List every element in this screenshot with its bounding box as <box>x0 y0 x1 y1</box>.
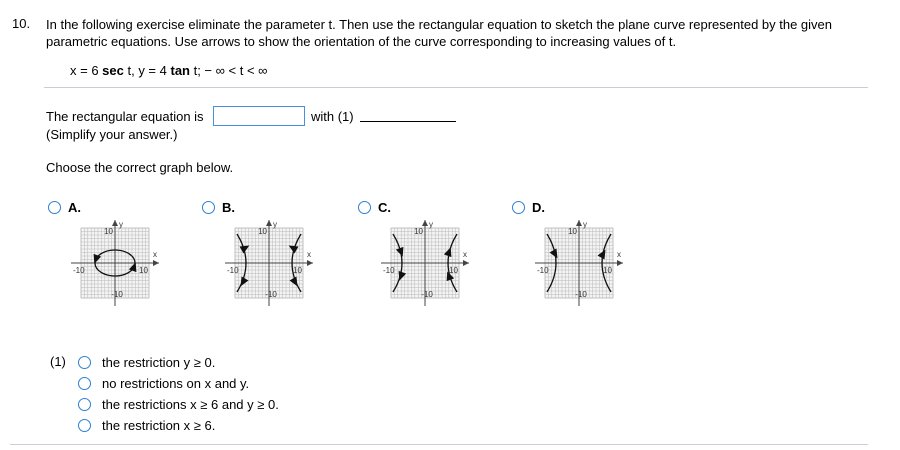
tick-label-bottom: -10 <box>575 290 587 299</box>
option-d-label: D. <box>532 200 545 215</box>
restriction-label: (1) <box>50 354 66 369</box>
y-axis-arrow <box>112 220 118 226</box>
tick-label-right: 10 <box>293 266 302 275</box>
tick-label-right: 10 <box>139 266 148 275</box>
tick-label-top: 10 <box>414 227 423 236</box>
y-axis-label: y <box>583 220 587 229</box>
question-number: 10. <box>12 16 31 31</box>
option-a-radio[interactable] <box>48 201 61 214</box>
x-axis-label: x <box>463 250 467 259</box>
tick-label-left: -10 <box>537 266 549 275</box>
restriction-choice-text: no restrictions on x and y. <box>102 376 250 391</box>
question-text: In the following exercise eliminate the parameter t. Then use the rectangular equation to sketch the plane curve represented by the given parametric equations. Use arrows to show the orientation of the curve corresponding to increasing values of t. <box>46 17 833 49</box>
restriction-radio-3[interactable] <box>78 398 91 411</box>
option-b-graph[interactable] <box>215 220 315 310</box>
tick-label-right: 10 <box>603 266 612 275</box>
restriction-radio-1[interactable] <box>78 356 91 369</box>
simplify-hint: (Simplify your answer.) <box>46 127 178 142</box>
tick-label-top: 10 <box>104 227 113 236</box>
x-axis-label: x <box>153 250 157 259</box>
x-axis-arrow <box>463 260 469 266</box>
tick-label-left: -10 <box>73 266 85 275</box>
x-axis-arrow <box>617 260 623 266</box>
y-axis-label: y <box>273 220 277 229</box>
option-d-radio[interactable] <box>512 201 525 214</box>
restriction-choice-text: the restriction x ≥ 6. <box>102 418 216 433</box>
tick-label-left: -10 <box>227 266 239 275</box>
x-axis-label: x <box>307 250 311 259</box>
x-axis-arrow <box>307 260 313 266</box>
option-a-graph[interactable] <box>61 220 161 310</box>
tick-label-top: 10 <box>258 227 267 236</box>
y-axis-label: y <box>119 220 123 229</box>
option-b-label: B. <box>222 200 235 215</box>
tick-label-right: 10 <box>449 266 458 275</box>
tick-label-bottom: -10 <box>265 290 277 299</box>
option-a-label: A. <box>68 200 81 215</box>
tick-label-bottom: -10 <box>111 290 123 299</box>
y-axis-arrow <box>422 220 428 226</box>
restriction-radio-2[interactable] <box>78 377 91 390</box>
restriction-radio-4[interactable] <box>78 419 91 432</box>
y-axis-arrow <box>576 220 582 226</box>
divider-bottom <box>10 444 868 445</box>
option-c-radio[interactable] <box>358 201 371 214</box>
parametric-equation: x = 6 sec t, y = 4 tan t; − ∞ < t < ∞ <box>70 63 268 78</box>
x-axis-arrow <box>153 260 159 266</box>
x-axis-label: x <box>617 250 621 259</box>
with-restriction-label: with (1) <box>311 109 354 124</box>
restriction-choice-text: the restrictions x ≥ 6 and y ≥ 0. <box>102 397 279 412</box>
restriction-blank[interactable] <box>360 121 456 122</box>
y-axis-arrow <box>266 220 272 226</box>
tick-label-top: 10 <box>568 227 577 236</box>
tick-label-left: -10 <box>383 266 395 275</box>
option-d-graph[interactable] <box>525 220 625 310</box>
option-c-graph[interactable] <box>371 220 471 310</box>
graph-prompt: Choose the correct graph below. <box>46 160 234 175</box>
option-b-radio[interactable] <box>202 201 215 214</box>
divider <box>44 87 868 88</box>
rectangular-equation-label: The rectangular equation is <box>46 109 204 124</box>
rectangular-equation-input[interactable] <box>213 106 305 126</box>
restriction-choice-text: the restriction y ≥ 0. <box>102 355 216 370</box>
option-c-label: C. <box>378 200 391 215</box>
tick-label-bottom: -10 <box>421 290 433 299</box>
y-axis-label: y <box>429 220 433 229</box>
